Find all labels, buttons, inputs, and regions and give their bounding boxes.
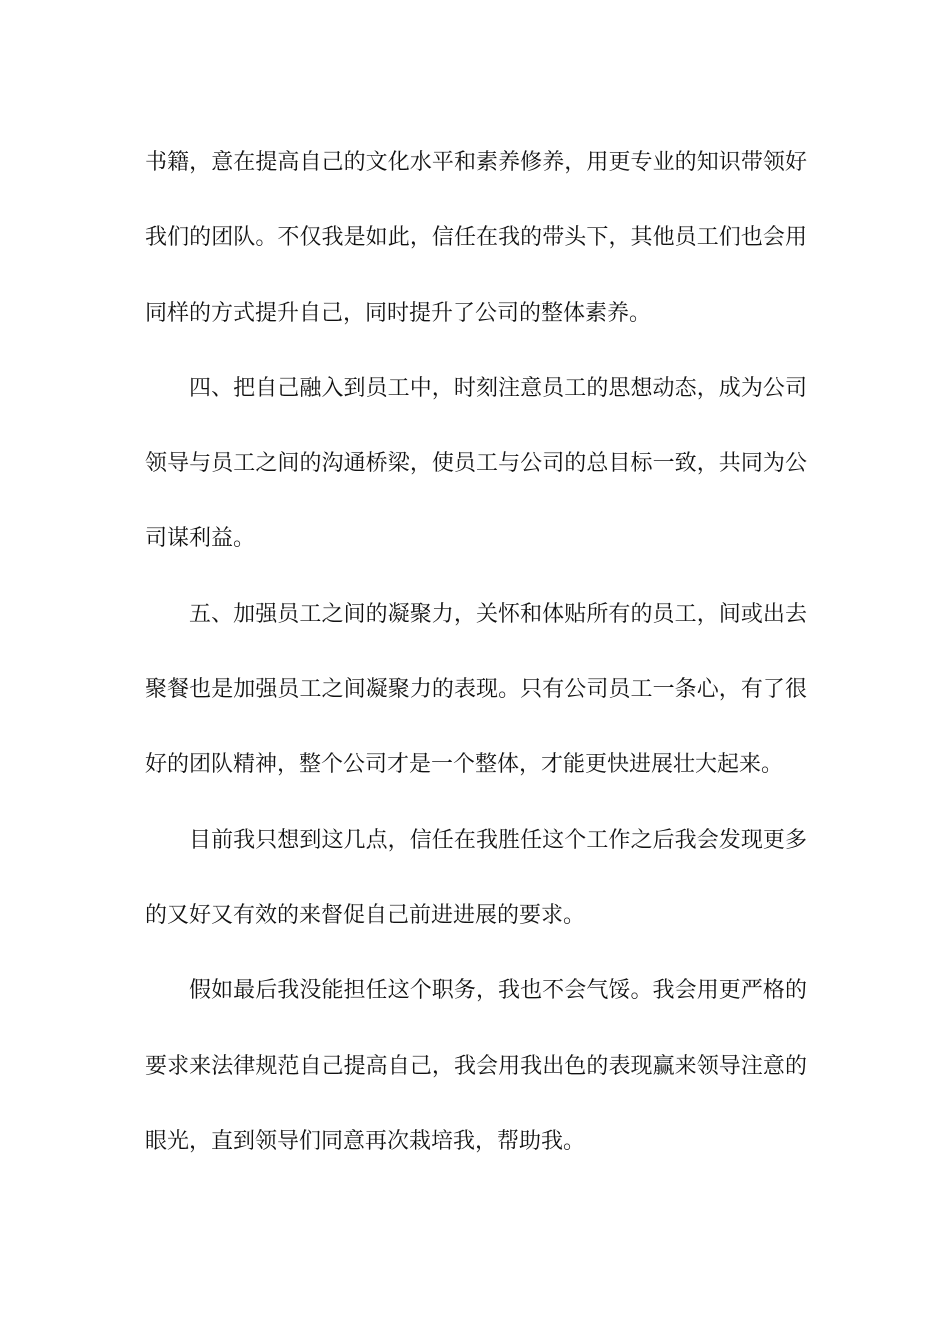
paragraph-continuation: 书籍，意在提高自己的文化水平和素养修养，用更专业的知识带领好我们的团队。不仅我是如此，信任在我的带头下，其他员工们也会用同样的方式提升自己，同时提升了公司的整体素养。 — [145, 150, 807, 326]
paragraph-item-five: 五、加强员工之间的凝聚力，关怀和体贴所有的员工，间或出去聚餐也是加强员工之间凝聚力的表现。只有公司员工一条心，有了很好的团队精神，整个公司才是一个整体，才能更快进展壮大起来。 — [145, 601, 807, 778]
document-body — [145, 125, 807, 1179]
paragraph-closing: 假如最后我没能担任这个职务，我也不会气馁。我会用更严格的要求来法律规范自己提高自己，我会用我出色的表现赢来领导注意的眼光，直到领导们同意再次栽培我，帮助我。 — [145, 978, 807, 1154]
paragraph-item-four: 四、把自己融入到员工中，时刻注意员工的思想动态，成为公司领导与员工之间的沟通桥梁，使员工与公司的总目标一致，共同为公司谋利益。 — [145, 375, 807, 552]
paragraph-summary: 目前我只想到这几点，信任在我胜任这个工作之后我会发现更多的又好又有效的来督促自己前进进展的要求。 — [145, 827, 807, 928]
